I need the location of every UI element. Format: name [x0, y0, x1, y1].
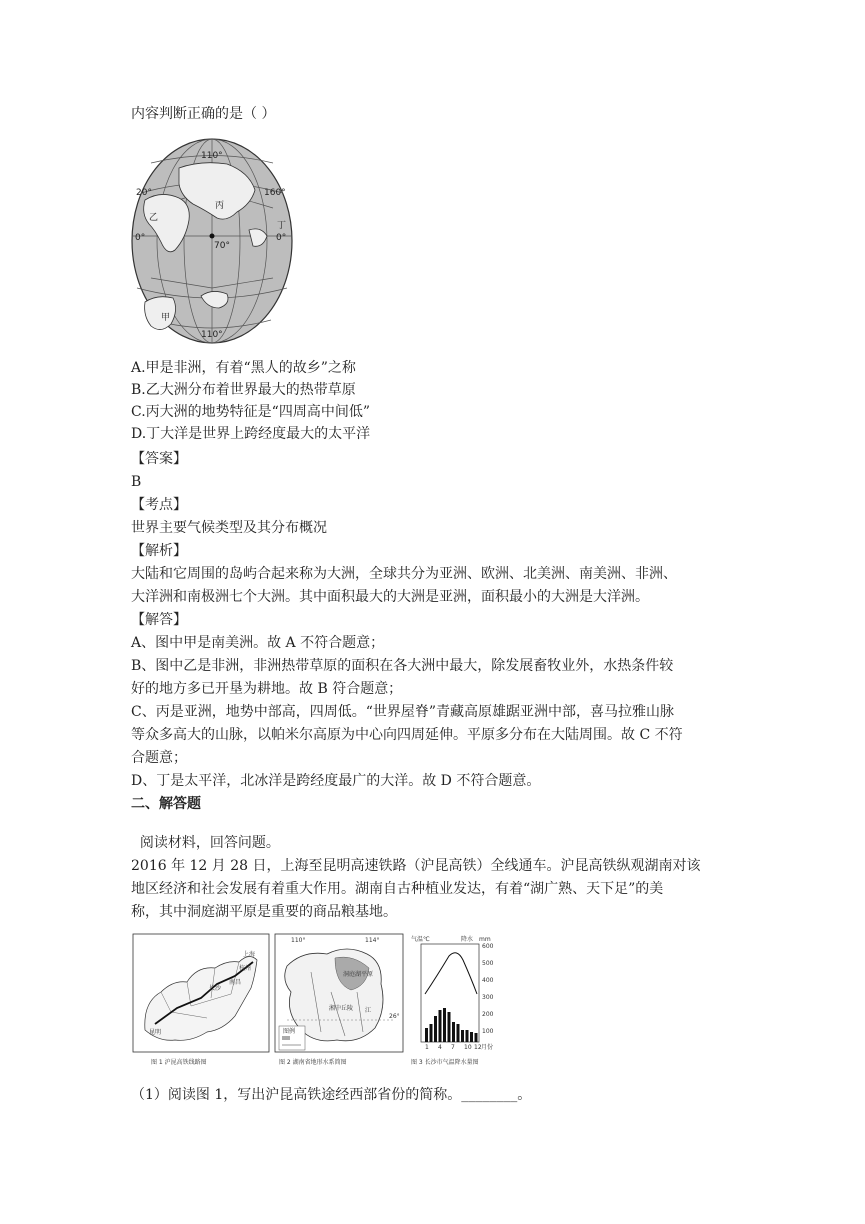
fig1-caption: 图 1 沪昆高铁线路图 [151, 1059, 207, 1066]
fig3-tick-300: 300 [482, 994, 494, 1001]
solution-line-7: D、丁是太平洋，北冰洋是跨经度最广的大洋。故 D 不符合题意。 [131, 773, 541, 789]
option-d: D.丁大洋是世界上跨经度最大的太平洋 [131, 426, 371, 442]
fig3-temp-label: 气温℃ [411, 936, 430, 943]
map-label-yi: 乙 [149, 213, 159, 223]
figure-3-climate-chart [409, 934, 501, 1066]
fig1-label-changsha: 长沙 [209, 985, 222, 992]
point-text: 世界主要气候类型及其分布概况 [131, 520, 327, 536]
fig2-label-plain: 洞庭湖平原 [343, 971, 374, 978]
map-label-top-lon: 110° [201, 151, 223, 161]
world-map-figure [131, 138, 293, 345]
fig3-month-10: 10 [464, 1044, 472, 1051]
fig3-month-4: 4 [438, 1044, 442, 1051]
fig1-label-kunming: 昆明 [149, 1029, 162, 1036]
answer-value: B [131, 474, 142, 490]
fig3-month-1: 1 [425, 1044, 429, 1051]
material-line-3: 称，其中洞庭湖平原是重要的商品粮基地。 [131, 904, 397, 920]
option-b: B.乙大洲分布着世界最大的热带草原 [131, 382, 356, 398]
fig2-label-jiang: 江 [365, 1007, 372, 1014]
solution-line-4: C、丙是亚洲，地势中部高，四周低。“世界屋脊”青藏高原雄踞亚洲中部，喜马拉雅山脉 [131, 704, 675, 720]
option-c: C.丙大洲的地势特征是“四周高中间低” [131, 404, 370, 420]
fig1-label-nanchang: 南昌 [229, 979, 242, 986]
map-label-jia: 甲 [161, 313, 171, 323]
fig3-tick-400: 400 [482, 977, 494, 984]
section-intro: 阅读材料，回答问题。 [131, 835, 280, 851]
fig3-month-7: 7 [451, 1044, 455, 1051]
figure-1-route-map [133, 934, 269, 1066]
map-label-20: 20° [136, 188, 152, 198]
fig2-caption: 图 2 湖南省地形水系简图 [279, 1059, 347, 1066]
option-a: A.甲是非洲，有着“黑人的故乡”之称 [131, 360, 356, 376]
analysis-heading: 【解析】 [131, 543, 187, 559]
fig1-label-hangzhou: 杭州 [239, 965, 252, 972]
point-heading: 【考点】 [131, 497, 187, 513]
question-1: （1）阅读图 1，写出沪昆高铁途经西部省份的简称。________。 [131, 1087, 532, 1103]
map-label-right-0: 0° [276, 233, 287, 243]
solution-line-2: B、图中乙是非洲，非洲热带草原的面积在各大洲中最大，除发展畜牧业外，水热条件较 [131, 658, 674, 674]
fig2-label-114: 114° [365, 937, 380, 944]
fig3-month-label: 月份 [481, 1044, 494, 1051]
answer-heading: 【答案】 [131, 451, 187, 467]
question-stem: 内容判断正确的是（ ） [131, 106, 276, 122]
section-heading: 二、解答题 [131, 796, 201, 812]
map-label-ding: 丁 [277, 221, 287, 231]
fig2-label-26: 26° [389, 1013, 400, 1020]
fig3-precip-label: 降水 [461, 936, 474, 943]
fig2-label-110: 110° [291, 937, 306, 944]
solution-line-6: 合题意； [131, 750, 187, 766]
material-line-1: 2016 年 12 月 28 日，上海至昆明高速铁路（沪昆高铁）全线通车。沪昆高铁纵观湖南对该 [131, 858, 701, 874]
fig3-tick-600: 600 [482, 943, 494, 950]
fig3-caption: 图 3 长沙市气温降水量图 [411, 1059, 479, 1066]
fig2-legend-title: 图例 [283, 1028, 296, 1035]
map-label-bottom-lon: 110° [201, 330, 223, 340]
solution-heading: 【解答】 [131, 612, 187, 628]
fig1-label-shanghai: 上海 [243, 951, 256, 958]
fig2-label-hill: 湘中丘陵 [329, 1005, 354, 1012]
map-label-160: 160° [264, 188, 286, 198]
fig3-tick-200: 200 [482, 1011, 494, 1018]
map-label-left-0: 0° [135, 233, 146, 243]
fig3-tick-500: 500 [482, 960, 494, 967]
fig3-tick-100: 100 [482, 1028, 494, 1035]
figure-2-hunan-map [275, 934, 403, 1066]
analysis-line-2: 大洋洲和南极洲七个大洲。其中面积最大的大洲是亚洲，面积最小的大洲是大洋洲。 [131, 589, 649, 605]
solution-line-1: A、图中甲是南美洲。故 A 不符合题意； [131, 635, 385, 651]
solution-line-3: 好的地方多已开垦为耕地。故 B 符合题意； [131, 681, 403, 697]
map-label-70: 70° [214, 241, 230, 251]
analysis-line-1: 大陆和它周围的岛屿合起来称为大洲，全球共分为亚洲、欧洲、北美洲、南美洲、非洲、 [131, 566, 677, 582]
figures-row [131, 932, 503, 1068]
fig3-month-12: 12 [474, 1044, 482, 1051]
solution-line-5: 等众多高大的山脉，以帕米尔高原为中心向四周延伸。平原多分布在大陆周围。故 C 不符 [131, 727, 683, 743]
fig3-precip-unit: mm [479, 936, 491, 943]
map-label-bing: 丙 [215, 201, 225, 211]
material-line-2: 地区经济和社会发展有着重大作用。湖南自古种植业发达，有着“湖广熟、天下足”的美 [131, 881, 664, 897]
